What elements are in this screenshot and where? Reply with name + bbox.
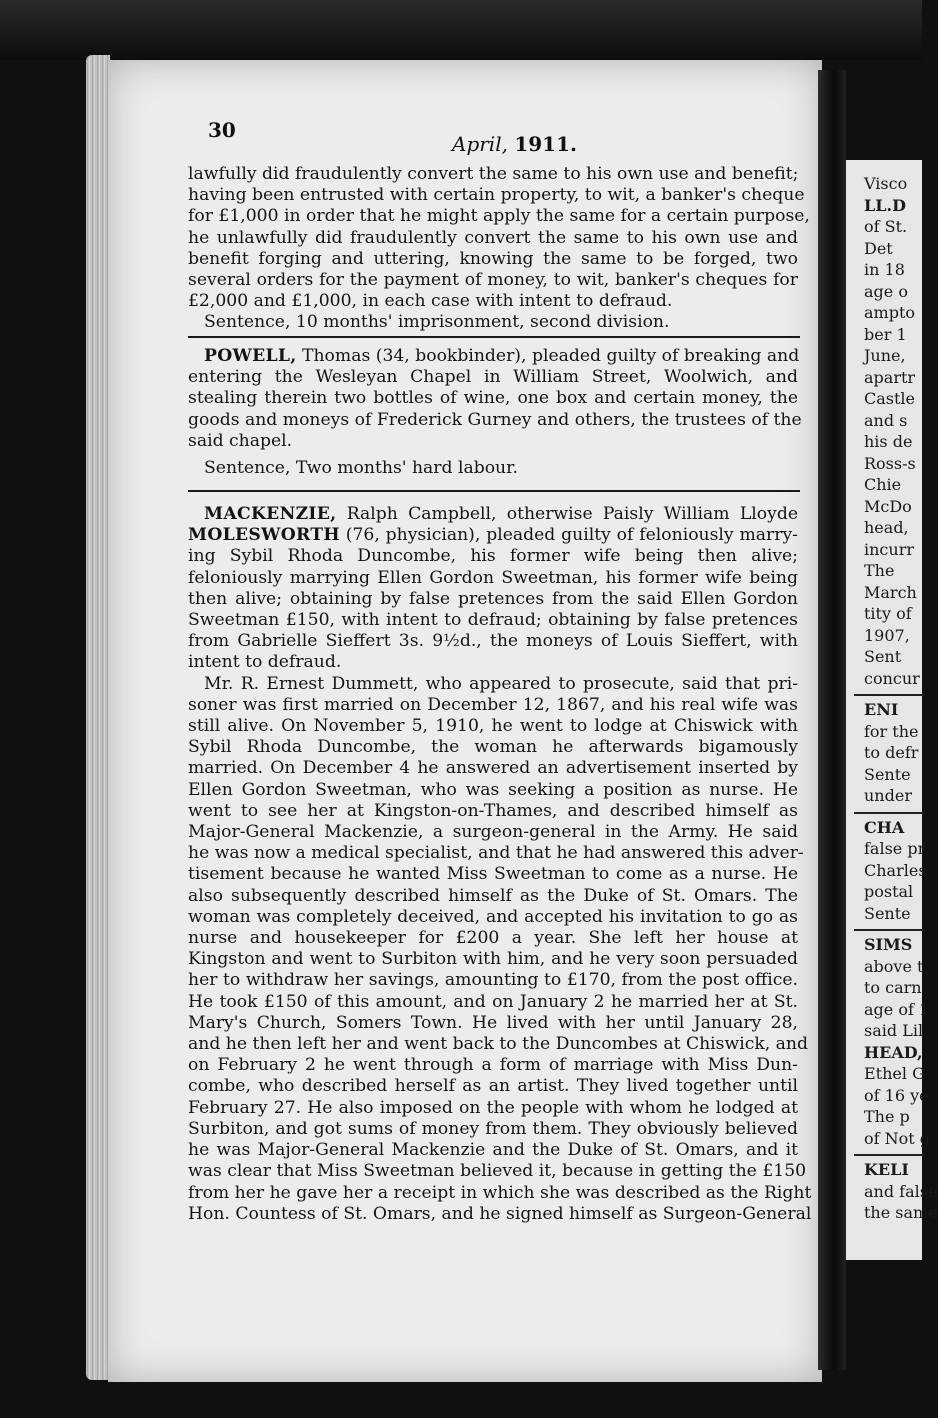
facing-page-fragment: McDo xyxy=(864,496,912,516)
text-line: Major-General Mackenzie, a surgeon-general in the Army. He said xyxy=(188,822,798,843)
facing-page-fragment: LL.D xyxy=(864,195,906,215)
text-line: then alive; obtaining by false pretences from the said Ellen Gordon xyxy=(188,588,798,609)
text-line: for £1,000 in order that he might apply the same for a certain purpose, xyxy=(188,206,810,227)
text-line: her to withdraw her savings, amounting to £170, from the post office. xyxy=(188,970,798,991)
header-month: April, xyxy=(452,132,508,156)
facing-page-fragment: ber 1 xyxy=(864,324,907,344)
text-line: February 27. He also imposed on the people with whom he lodged at xyxy=(188,1097,798,1118)
facing-page-fragment: CHA xyxy=(864,817,905,837)
prosecution-statement xyxy=(188,673,812,1225)
text-line: He took £150 of this amount, and on January 2 he married her at St. xyxy=(188,991,798,1012)
text-line: he was Major-General Mackenzie and the Duke of St. Omars, and it xyxy=(188,1140,798,1161)
text-line: several orders for the payment of money, to wit, banker's cheques for xyxy=(188,270,798,291)
facing-page xyxy=(846,160,938,1260)
text-line: from her he gave her a receipt in which she was described as the Right xyxy=(188,1182,812,1203)
facing-page-fragment: age of 1 xyxy=(864,999,930,1019)
facing-page-fragment: Castle xyxy=(864,389,916,408)
facing-page-fragment: The xyxy=(864,561,895,580)
defendant-alias: MOLESWORTH xyxy=(188,525,340,546)
text-line: said chapel. xyxy=(188,430,293,451)
facing-page-fragment: apartr xyxy=(864,367,916,387)
text-line: still alive. On November 5, 1910, he went to lodge at Chiswick with xyxy=(188,716,798,737)
text-line: married. On December 4 he answered an advertisement inserted by xyxy=(188,758,798,779)
text-line: Thomas (34, bookbinder), pleaded guilty of breaking and xyxy=(296,346,800,366)
book-fore-edge xyxy=(86,55,110,1380)
facing-page-fragment: under xyxy=(864,786,912,805)
facing-page-fragment: of Not g xyxy=(864,1128,931,1148)
facing-page-fragment: ENI xyxy=(864,700,899,719)
text-line: stealing therein two bottles of wine, one box and certain money, the xyxy=(188,388,798,409)
facing-page-fragment: to defr xyxy=(864,743,919,762)
text-line: soner was first married on December 12, 1867, and his real wife was xyxy=(188,694,798,715)
text-line: Surbiton, and got sums of money from them. They obviously believed xyxy=(188,1118,798,1139)
facing-page-fragment: HEAD, xyxy=(864,1042,923,1062)
facing-page-fragment: 1907, xyxy=(864,625,910,645)
text-line: Hon. Countess of St. Omars, and he signed himself as Surgeon-General xyxy=(188,1203,812,1224)
facing-page-fragment: the same xyxy=(864,1203,938,1222)
page-number: 30 xyxy=(208,118,236,142)
facing-page-fragment: Chie xyxy=(864,475,902,494)
sentence-line: Sentence, Two months' hard labour. xyxy=(204,458,518,479)
facing-page-fragment: SIMS xyxy=(864,935,913,954)
text-line: goods and moneys of Frederick Gurney and others, the trustees of the xyxy=(188,409,802,430)
facing-page-divider xyxy=(854,812,924,814)
facing-page-fragment: tity of xyxy=(864,604,912,623)
text-line: he was now a medical specialist, and that he had answered this adver- xyxy=(188,843,804,864)
text-line: Mr. R. Ernest Dummett, who appeared to prosecute, said that pri- xyxy=(204,673,798,694)
facing-page-fragment: head, xyxy=(864,518,909,537)
text-line: having been entrusted with certain property, to wit, a banker's cheque xyxy=(188,185,805,206)
section-divider xyxy=(188,336,800,338)
facing-page-fragment: false pr xyxy=(864,839,926,858)
continuation-paragraph xyxy=(188,164,810,334)
facing-page-fragment: incurr xyxy=(864,539,914,559)
defendant-name: MACKENZIE, xyxy=(204,504,337,524)
text-line: Mary's Church, Somers Town. He lived with her until January 28, xyxy=(188,1012,798,1033)
text-line: Kingston and went to Surbiton with him, and he very soon persuaded xyxy=(188,949,798,970)
text-line: combe, who described herself as an artist. They lived together until xyxy=(188,1076,798,1097)
text-line: nurse and housekeeper for £200 a year. She left her house at xyxy=(188,928,798,949)
text-line: Sybil Rhoda Duncombe, the woman he afterwards bigamously xyxy=(188,737,798,758)
text-line: also subsequently described himself as the Duke of St. Omars. The xyxy=(188,885,798,906)
facing-page-divider xyxy=(854,694,924,696)
facing-page-divider xyxy=(854,1154,924,1156)
case-mackenzie xyxy=(188,504,812,1225)
text-line: benefit forging and uttering, knowing the same to be forged, two xyxy=(188,248,798,269)
text-line: and he then left her and went back to the Duncombes at Chiswick, and xyxy=(188,1034,808,1055)
facing-page-fragment: March xyxy=(864,582,917,602)
facing-page-fragment: Ethel G xyxy=(864,1064,925,1083)
text-line: feloniously marrying Ellen Gordon Sweetman, his former wife being xyxy=(188,567,798,588)
case-powell xyxy=(188,346,802,479)
facing-page-fragment: Visco xyxy=(864,174,908,193)
facing-page-fragment: Sente xyxy=(864,764,911,784)
text-line: from Gabrielle Sieffert 3s. 9½d., the moneys of Louis Sieffert, with xyxy=(188,631,798,652)
text-line: tisement because he wanted Miss Sweetman to come as a nurse. He xyxy=(188,864,798,885)
scan-background xyxy=(0,0,922,60)
facing-page-fragment: Ross-s xyxy=(864,453,916,473)
facing-page-fragment: postal xyxy=(864,882,914,901)
facing-page-fragment: Charles xyxy=(864,860,927,880)
text-line: lawfully did fraudulently convert the same to his own use and benefit; xyxy=(188,164,799,184)
facing-page-fragment: KELI xyxy=(864,1160,909,1179)
text-line: woman was completely deceived, and accepted his invitation to go as xyxy=(188,906,798,927)
facing-page-fragment: above t xyxy=(864,956,924,976)
facing-page-fragment: and false xyxy=(864,1181,938,1201)
facing-page-fragment: said Lil xyxy=(864,1021,924,1040)
facing-page-fragment: concur xyxy=(864,668,920,688)
text-line: ing Sybil Rhoda Duncombe, his former wife being then alive; xyxy=(188,546,798,567)
text-line: was clear that Miss Sweetman believed it, because in getting the £150 xyxy=(188,1161,807,1182)
facing-page-fragment: in 18 xyxy=(864,260,905,279)
facing-page-fragment: his de xyxy=(864,432,913,451)
text-line: went to see her at Kingston-on-Thames, and described himself as xyxy=(188,800,798,821)
facing-page-fragment: The p xyxy=(864,1107,910,1126)
facing-page-divider xyxy=(854,929,924,931)
text-line: entering the Wesleyan Chapel in William Street, Woolwich, and xyxy=(188,367,798,388)
defendant-name: POWELL, xyxy=(204,346,297,366)
text-line: (76, physician), pleaded guilty of feloniously marry- xyxy=(339,525,798,546)
text-line: Sweetman £150, with intent to defraud; obtaining by false pretences xyxy=(188,610,798,631)
text-line: intent to defraud. xyxy=(188,652,342,673)
facing-page-fragment: Sent xyxy=(864,647,902,666)
sentence-line: Sentence, 10 months' imprisonment, second division. xyxy=(204,312,670,333)
book-gutter xyxy=(818,70,846,1370)
text-line: Ellen Gordon Sweetman, who was seeking a position as nurse. He xyxy=(188,779,798,800)
facing-page-fragment: June, xyxy=(864,346,906,365)
text-line: Ralph Campbell, otherwise Paisly William Lloyde xyxy=(336,504,798,524)
text-line: on February 2 he went through a form of marriage with Miss Dun- xyxy=(188,1055,798,1076)
facing-page-fragment: Det xyxy=(864,238,893,258)
facing-page-fragment: and s xyxy=(864,410,908,430)
page-header xyxy=(452,132,577,156)
facing-page-fragment: Sente xyxy=(864,903,911,923)
facing-page-fragment: ampto xyxy=(864,303,916,322)
text-line: £2,000 and £1,000, in each case with intent to defraud. xyxy=(188,291,673,312)
facing-page-fragment: to carn xyxy=(864,978,922,997)
section-divider xyxy=(188,490,800,492)
text-line: he unlawfully did fraudulently convert the same to his own use and xyxy=(188,227,798,248)
header-year: 1911. xyxy=(514,132,577,156)
facing-page-fragment: of St. xyxy=(864,217,908,236)
facing-page-fragment: of 16 ye xyxy=(864,1085,929,1105)
facing-page-fragment: for the xyxy=(864,721,919,741)
facing-page-fragment: age o xyxy=(864,281,908,301)
